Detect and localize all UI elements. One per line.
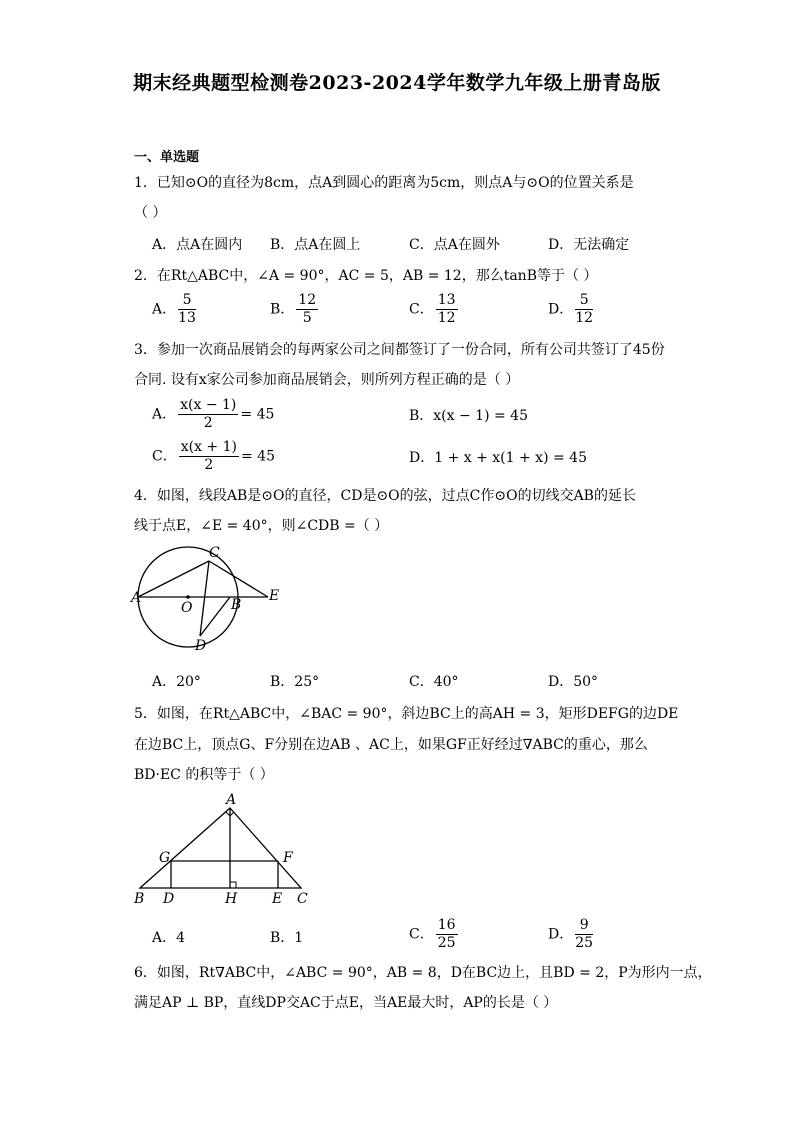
numerator: x(x + 1) bbox=[180, 439, 237, 455]
q4-option-a: A．20° bbox=[152, 674, 201, 690]
q3-option-c bbox=[152, 439, 275, 474]
q4-label-d: D bbox=[195, 638, 207, 654]
q2-option-c-label: C． bbox=[409, 301, 434, 318]
q2-line1: 2．在Rt△ABC中，∠A = 90°，AC = 5，AB = 12，那么tanB等于（ ） bbox=[134, 268, 598, 284]
q2-option-b-fraction bbox=[296, 292, 318, 327]
q5-option-c-fraction bbox=[436, 917, 458, 952]
q5-right-angle-h bbox=[230, 882, 236, 888]
q5-label-g: G bbox=[159, 850, 171, 866]
denominator: 2 bbox=[203, 415, 213, 431]
q2-option-b-label: B． bbox=[270, 301, 295, 318]
numerator: 16 bbox=[437, 917, 456, 933]
q5-option-d-label: D． bbox=[548, 926, 574, 943]
q4-circle-figure bbox=[130, 545, 290, 655]
q2-option-a-label: A． bbox=[152, 301, 177, 318]
page-title: 期末经典题型检测卷2023-2024学年数学九年级上册青岛版 bbox=[133, 72, 661, 94]
q4-label-b: B bbox=[231, 597, 242, 613]
q5-option-b: B．1 bbox=[270, 930, 304, 946]
q5-option-d-fraction bbox=[575, 917, 593, 952]
q5-label-e: E bbox=[272, 891, 283, 907]
q2-option-d bbox=[548, 292, 595, 327]
q4-option-b: B．25° bbox=[270, 674, 320, 690]
q4-line-ce bbox=[209, 561, 268, 597]
q2-option-d-label: D． bbox=[548, 301, 574, 318]
q1-option-b: B．点A在圆上 bbox=[270, 237, 361, 253]
q5-label-d: D bbox=[163, 891, 175, 907]
numerator: 12 bbox=[298, 292, 317, 308]
denominator: 25 bbox=[575, 935, 594, 951]
q5-line2: 在边BC上，顶点G、F分别在边AB 、AC上，如果GF正好经过∇ABC的重心，那么 bbox=[134, 737, 648, 753]
numerator: 5 bbox=[178, 292, 196, 310]
q3-option-a-fraction bbox=[178, 397, 238, 432]
denominator: 12 bbox=[575, 310, 594, 326]
q3-option-c-label: C． bbox=[152, 448, 177, 465]
q1-option-c: C．点A在圆外 bbox=[409, 237, 500, 253]
q5-option-d bbox=[548, 917, 595, 952]
q3-option-a-rest: = 45 bbox=[240, 406, 275, 423]
q5-triangle-abc bbox=[140, 808, 301, 888]
q5-label-f: F bbox=[283, 850, 293, 866]
q3-option-a-label: A． bbox=[152, 406, 177, 423]
denominator: 12 bbox=[437, 310, 456, 326]
q5-label-h: H bbox=[225, 891, 238, 907]
q3-option-d: D．1 + x + x(1 + x) = 45 bbox=[409, 450, 587, 466]
q5-triangle-figure bbox=[130, 793, 310, 908]
q2-option-c bbox=[409, 292, 460, 327]
numerator: 9 bbox=[575, 917, 593, 935]
q3-option-b: B．x(x − 1) = 45 bbox=[409, 408, 528, 424]
denominator: 25 bbox=[437, 935, 456, 951]
q4-center-dot bbox=[186, 595, 190, 599]
q3-option-c-rest: = 45 bbox=[240, 448, 275, 465]
q5-label-c: C bbox=[297, 891, 308, 907]
q2-option-a bbox=[152, 292, 198, 327]
q3-line2: 合同. 设有x家公司参加商品展销会，则所列方程正确的是（ ） bbox=[134, 372, 520, 388]
q1-option-a: A．点A在圆内 bbox=[152, 237, 243, 253]
q5-label-a: A bbox=[226, 792, 237, 808]
q6-line1: 6．如图，Rt∇ABC中，∠ABC = 90°，AB = 8，D在BC边上，且BD = 2，P为形内一点， bbox=[134, 965, 712, 981]
q2-option-d-fraction bbox=[575, 292, 593, 327]
q5-line3: BD·EC 的积等于（ ） bbox=[134, 767, 274, 783]
q3-line1: 3．参加一次商品展销会的每两家公司之间都签订了一份合同，所有公司共签订了45份 bbox=[134, 342, 665, 358]
q1-option-d: D．无法确定 bbox=[548, 237, 630, 253]
q5-label-b: B bbox=[134, 891, 145, 907]
q1-line2: （ ） bbox=[134, 205, 167, 221]
q4-label-a: A bbox=[131, 590, 142, 606]
q4-label-c: C bbox=[209, 545, 220, 561]
q4-label-e: E bbox=[269, 588, 280, 604]
q4-option-c: C．40° bbox=[409, 674, 459, 690]
denominator: 13 bbox=[178, 310, 196, 326]
q5-line1: 5．如图，在Rt△ABC中，∠BAC = 90°，斜边BC上的高AH = 3，矩形DEFG的边DE bbox=[134, 706, 679, 722]
q2-option-a-fraction bbox=[178, 292, 196, 327]
q3-option-a bbox=[152, 397, 274, 432]
q5-option-c-label: C． bbox=[409, 926, 434, 943]
denominator: 5 bbox=[302, 310, 312, 326]
q4-line-cd bbox=[200, 561, 209, 636]
numerator: x(x − 1) bbox=[180, 397, 237, 413]
q4-line1: 4．如图，线段AB是⊙O的直径，CD是⊙O的弦，过点C作⊙O的切线交AB的延长 bbox=[134, 488, 636, 504]
q3-option-c-fraction bbox=[179, 439, 239, 474]
denominator: 2 bbox=[204, 457, 214, 473]
q4-line2: 线于点E，∠E = 40°，则∠CDB =（ ） bbox=[134, 518, 389, 534]
section-heading: 一、单选题 bbox=[134, 150, 200, 165]
q6-line2: 满足AP ⊥ BP，直线DP交AC于点E，当AE最大时，AP的长是（ ） bbox=[134, 995, 558, 1011]
q4-label-o: O bbox=[181, 600, 193, 616]
q1-line1: 1．已知⊙O的直径为8cm，点A到圆心的距离为5cm，则点A与⊙O的位置关系是 bbox=[134, 175, 634, 191]
q2-option-b bbox=[270, 292, 320, 327]
numerator: 13 bbox=[437, 292, 456, 308]
q5-option-c bbox=[409, 917, 460, 952]
q4-option-d: D．50° bbox=[548, 674, 599, 690]
q5-option-a: A．4 bbox=[152, 930, 186, 946]
numerator: 5 bbox=[575, 292, 593, 310]
q2-option-c-fraction bbox=[436, 292, 458, 327]
